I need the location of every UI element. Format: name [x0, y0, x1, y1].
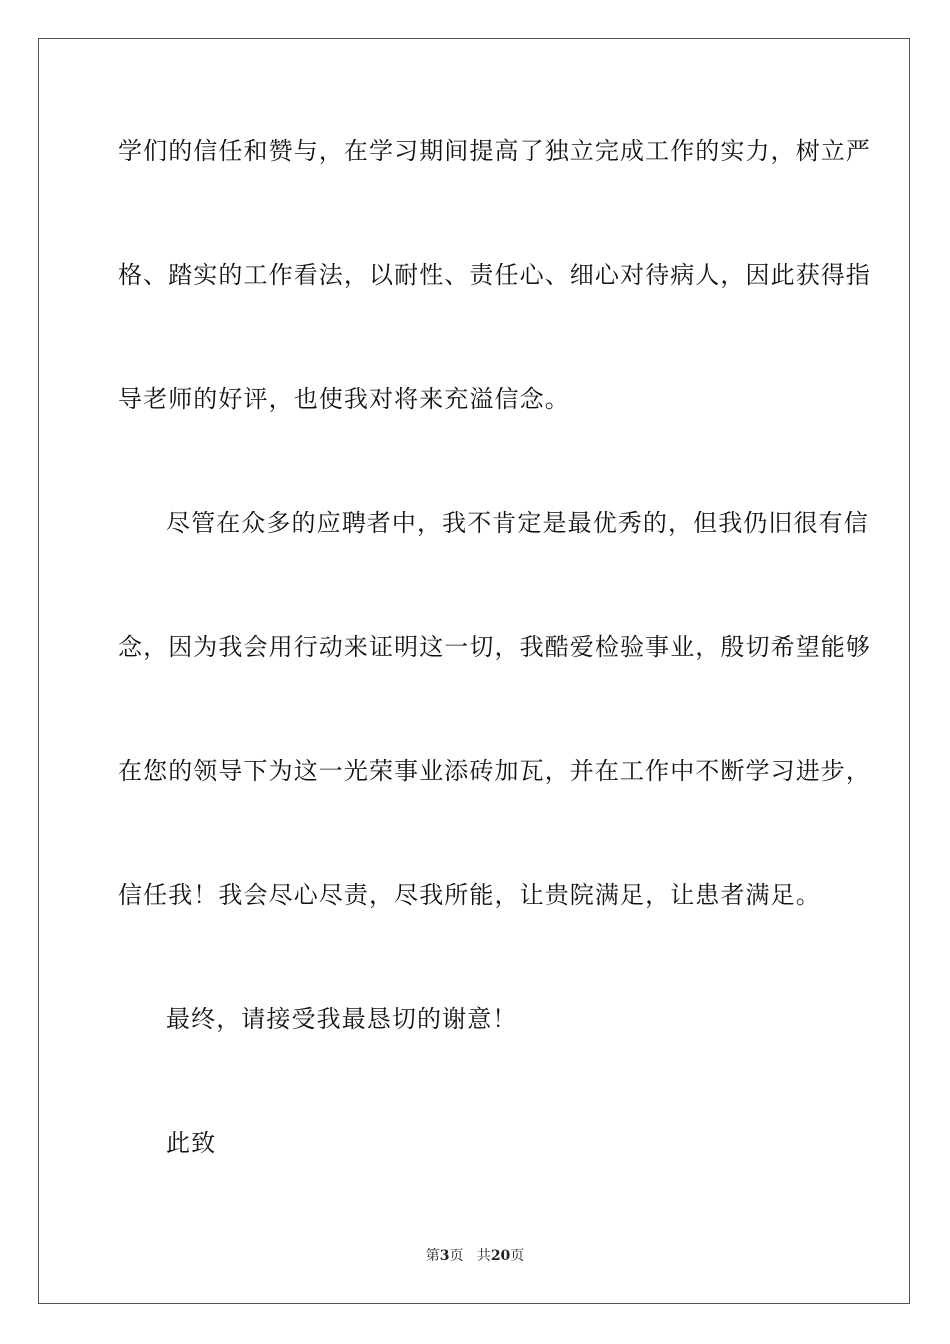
body-line-4: 尽管在众多的应聘者中，我不肯定是最优秀的，但我仍旧很有信: [166, 509, 869, 537]
total-suffix: 页: [510, 1248, 525, 1264]
page-footer: [0, 1247, 950, 1265]
closing-thanks: 最终，请接受我最恳切的谢意！: [166, 1005, 518, 1033]
total-pages: 20: [490, 1248, 511, 1264]
body-line-2: 格、踏实的工作看法，以耐性、责任心、细心对待病人，因此获得指: [118, 261, 871, 289]
total-prefix: 共: [476, 1248, 491, 1264]
page-number: 3: [439, 1248, 450, 1264]
page-border: [38, 38, 910, 1304]
body-line-6: 在您的领导下为这一光荣事业添砖加瓦，并在工作中不断学习进步，: [118, 757, 871, 785]
page-prefix: 第: [425, 1248, 440, 1264]
body-line-3: 导老师的好评，也使我对将来充溢信念。: [118, 385, 570, 413]
closing-salutation: 此致: [166, 1129, 217, 1157]
body-line-5: 念，因为我会用行动来证明这一切，我酷爱检验事业，殷切希望能够: [118, 633, 871, 661]
body-line-7: 信任我！我会尽心尽责，尽我所能，让贵院满足，让患者满足。: [118, 881, 821, 909]
page-suffix: 页: [449, 1248, 464, 1264]
body-line-1: 学们的信任和赞与，在学习期间提高了独立完成工作的实力，树立严: [118, 137, 871, 165]
